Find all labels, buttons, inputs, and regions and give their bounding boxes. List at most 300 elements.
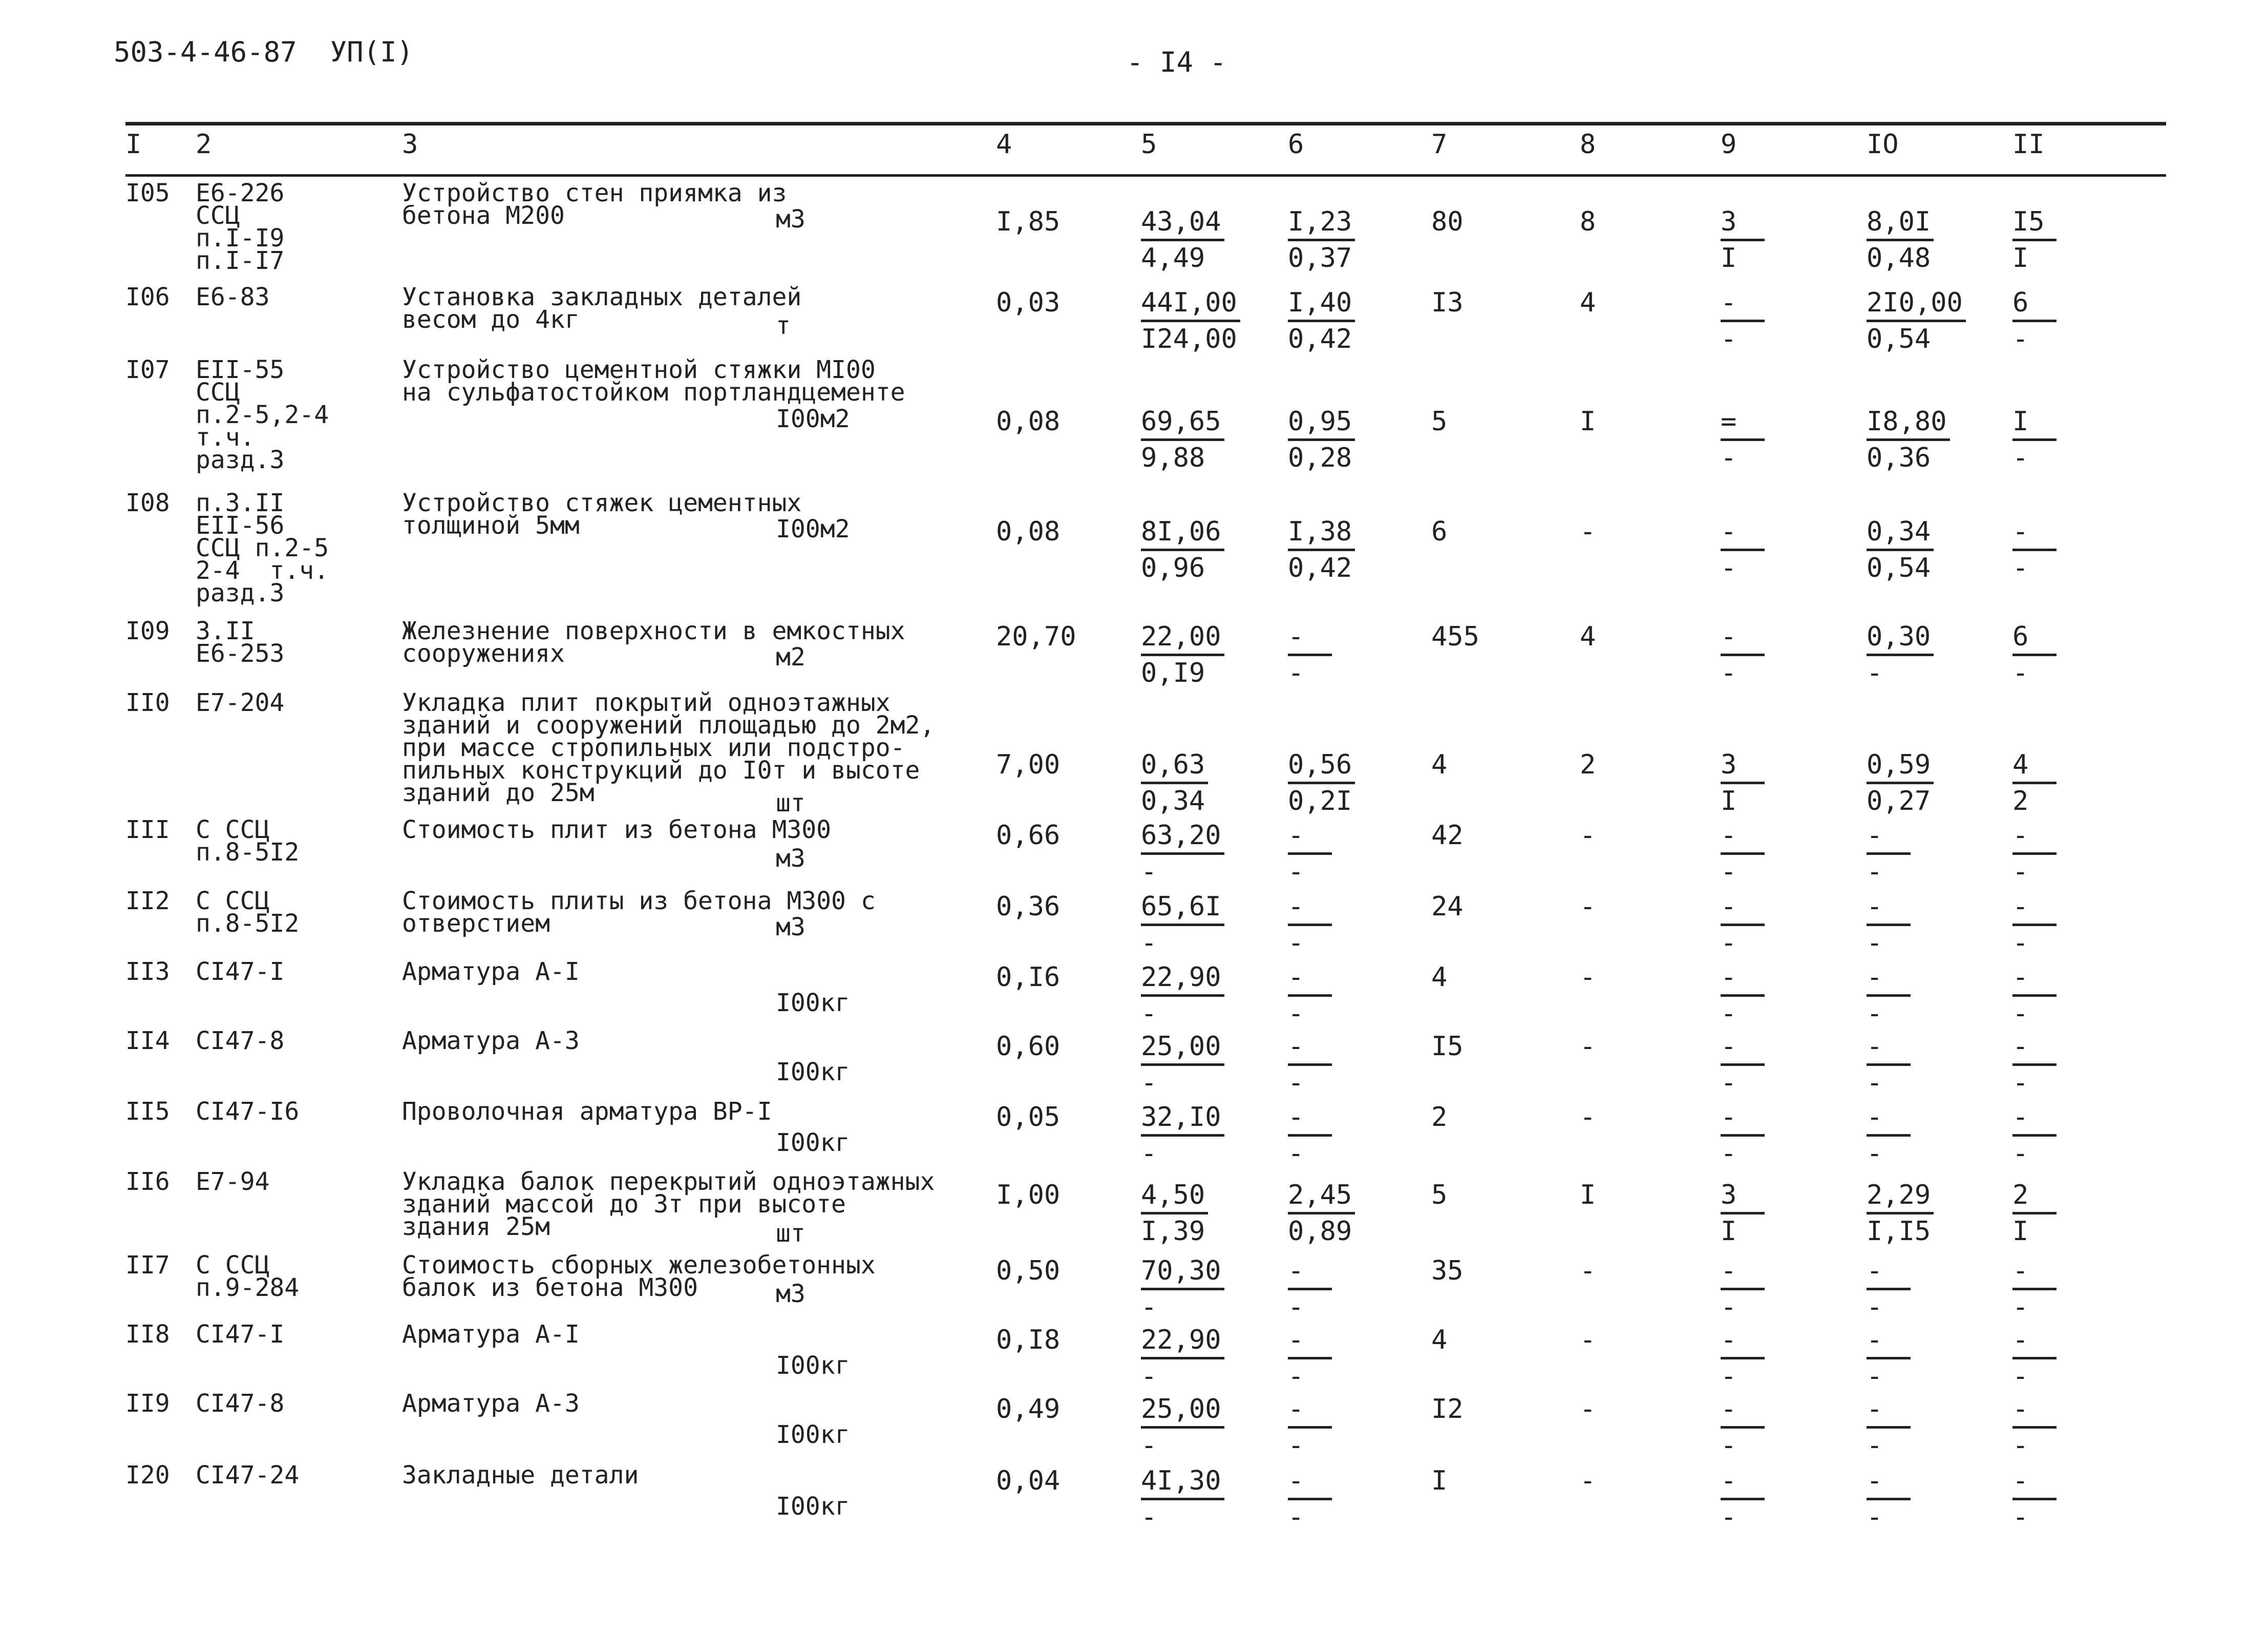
plain-value: I	[1580, 406, 1596, 437]
numerator: -	[2012, 1392, 2057, 1429]
plain-value: 6	[1431, 516, 1448, 547]
denominator: 9,88	[1141, 443, 1205, 473]
quantity: 7,00	[996, 749, 1061, 780]
fraction-value	[2012, 890, 2057, 960]
numerator: -	[1867, 819, 1911, 855]
denominator: -	[1141, 928, 1157, 958]
fraction-value	[1721, 1100, 1765, 1170]
work-description: Устройство стен приямка из бетона М200	[402, 179, 787, 230]
plain-value: -	[1580, 1031, 1596, 1062]
plain-value: 80	[1431, 206, 1464, 237]
plain-value: -	[1580, 1325, 1596, 1355]
denominator: -	[1867, 1138, 1883, 1169]
denominator: 0,54	[1867, 553, 1931, 583]
numerator: -	[2012, 819, 2057, 855]
denominator: 2	[2012, 786, 2029, 816]
denominator: -	[1141, 1138, 1157, 1169]
fraction-value	[1288, 890, 1332, 960]
row-number: II5	[125, 1097, 170, 1126]
quantity: 0,49	[996, 1394, 1061, 1424]
denominator: -	[1141, 1430, 1157, 1461]
fraction-value	[1141, 1392, 1224, 1462]
denominator: 4,49	[1141, 243, 1205, 274]
plain-value: 2	[1580, 749, 1596, 780]
denominator: 0,2I	[1288, 786, 1352, 816]
numerator: 65,6I	[1141, 890, 1224, 926]
unit-of-measure: I00кг	[776, 1351, 850, 1380]
norm-code: EII-55 ССЦ п.2-5,2-4 т.ч. разд.3	[196, 355, 329, 474]
fraction-value	[1288, 748, 1355, 818]
denominator: -	[1721, 443, 1737, 473]
unit-of-measure: м3	[776, 205, 806, 234]
denominator: -	[1721, 998, 1737, 1029]
numerator: 3	[1721, 205, 1765, 241]
unit-of-measure: I00кг	[776, 1492, 850, 1521]
fraction-value	[1721, 1254, 1765, 1324]
norm-code: СI47-I6	[196, 1097, 300, 1126]
fraction-value	[1288, 1178, 1355, 1248]
column-header: 8	[1580, 129, 1596, 160]
fraction-value	[1867, 1323, 1911, 1393]
denominator: -	[1721, 1067, 1737, 1098]
quantity: 0,I6	[996, 962, 1061, 993]
fraction-value	[1141, 1178, 1208, 1248]
numerator: -	[1721, 1030, 1765, 1066]
numerator: -	[1288, 1100, 1332, 1137]
denominator: -	[1721, 1292, 1737, 1323]
quantity: 0,I8	[996, 1325, 1061, 1355]
fraction-value	[1867, 1178, 1934, 1248]
denominator: 0,54	[1867, 324, 1931, 354]
numerator: 44I,00	[1141, 286, 1240, 322]
numerator: -	[1721, 515, 1765, 551]
numerator: -	[2012, 1254, 2057, 1290]
fraction-value	[1721, 960, 1765, 1031]
denominator: -	[1721, 1138, 1737, 1169]
denominator: -	[2012, 1067, 2029, 1098]
plain-value: -	[1580, 1255, 1596, 1286]
numerator: -	[1288, 1323, 1332, 1359]
numerator: -	[1721, 620, 1765, 656]
quantity: 0,05	[996, 1102, 1061, 1133]
denominator: -	[1721, 324, 1737, 354]
column-header: 5	[1141, 129, 1157, 160]
denominator: -	[1288, 1067, 1304, 1098]
row-number: II2	[125, 887, 170, 915]
fraction-value	[1867, 1100, 1911, 1170]
denominator: I	[2012, 243, 2029, 274]
quantity: 20,70	[996, 621, 1076, 652]
denominator: I24,00	[1141, 324, 1237, 354]
denominator: I	[1721, 243, 1737, 274]
denominator: -	[1141, 1292, 1157, 1323]
fraction-value	[1141, 1030, 1224, 1100]
denominator: -	[1867, 1361, 1883, 1392]
numerator: I5	[2012, 205, 2057, 241]
row-number: II6	[125, 1167, 170, 1196]
fraction-value	[1288, 1323, 1332, 1393]
fraction-value	[1721, 1392, 1765, 1462]
denominator: -	[1867, 856, 1883, 887]
fraction-value	[1867, 286, 1966, 356]
plain-value: I2	[1431, 1394, 1464, 1424]
numerator: 63,20	[1141, 819, 1224, 855]
numerator: -	[1288, 1030, 1332, 1066]
norm-code: СI47-8	[196, 1027, 285, 1055]
fraction-value	[2012, 1254, 2057, 1324]
numerator: -	[1867, 1392, 1911, 1429]
denominator: -	[1288, 856, 1304, 887]
plain-value: -	[1580, 1102, 1596, 1133]
fraction-value	[2012, 1030, 2057, 1100]
fraction-value	[2012, 286, 2057, 356]
unit-of-measure: I00м2	[776, 405, 850, 433]
numerator: 6	[2012, 620, 2057, 656]
row-number: I05	[125, 179, 170, 207]
quantity: 0,60	[996, 1031, 1061, 1062]
table-header-rule	[125, 174, 2166, 177]
numerator: =	[1721, 405, 1765, 441]
numerator: 0,95	[1288, 405, 1355, 441]
plain-value: -	[1580, 1465, 1596, 1496]
numerator: I8,80	[1867, 405, 1950, 441]
work-description: Установка закладных деталей весом до 4кг	[402, 283, 802, 334]
numerator: 22,90	[1141, 960, 1224, 997]
numerator: -	[2012, 515, 2057, 551]
norm-code: СI47-24	[196, 1461, 300, 1490]
denominator: -	[2012, 1292, 2029, 1323]
numerator: 22,00	[1141, 620, 1224, 656]
fraction-value	[1288, 1464, 1332, 1534]
work-description: Арматура А-3	[402, 1027, 580, 1055]
numerator: 2I0,00	[1867, 286, 1966, 322]
plain-value: -	[1580, 962, 1596, 993]
fraction-value	[2012, 405, 2057, 475]
unit-of-measure: I00кг	[776, 1420, 850, 1449]
denominator: -	[1721, 553, 1737, 583]
unit-of-measure: шт	[776, 789, 806, 818]
numerator: 0,56	[1288, 748, 1355, 784]
work-description: Закладные детали	[402, 1461, 639, 1490]
denominator: -	[1141, 1067, 1157, 1098]
column-header: 6	[1288, 129, 1304, 160]
fraction-value	[1867, 890, 1911, 960]
fraction-value	[1721, 1030, 1765, 1100]
unit-of-measure: м3	[776, 913, 806, 941]
plain-value: I	[1580, 1180, 1596, 1210]
numerator: -	[1867, 1100, 1911, 1137]
fraction-value	[1288, 515, 1355, 585]
norm-code: E7-94	[196, 1167, 270, 1196]
norm-code: СI47-8	[196, 1389, 285, 1418]
denominator: -	[1141, 998, 1157, 1029]
numerator: 3	[1721, 748, 1765, 784]
denominator: -	[1288, 658, 1304, 688]
fraction-value	[1141, 960, 1224, 1031]
unit-of-measure: I00кг	[776, 1128, 850, 1157]
row-number: II9	[125, 1389, 170, 1418]
norm-code: E6-83	[196, 283, 270, 311]
fraction-value	[1867, 748, 1934, 818]
denominator: -	[2012, 856, 2029, 887]
quantity: I,00	[996, 1180, 1061, 1210]
fraction-value	[1721, 515, 1765, 585]
fraction-value	[1721, 286, 1765, 356]
numerator: I,40	[1288, 286, 1355, 322]
column-header: 7	[1431, 129, 1448, 160]
row-number: I20	[125, 1461, 170, 1490]
numerator: I,23	[1288, 205, 1355, 241]
numerator: I,38	[1288, 515, 1355, 551]
fraction-value	[2012, 819, 2057, 889]
fraction-value	[1867, 1392, 1911, 1462]
denominator: -	[1867, 658, 1883, 688]
denominator: -	[2012, 1138, 2029, 1169]
plain-value: 4	[1580, 287, 1596, 318]
norm-code: п.3.II EII-56 ССЦ п.2-5 2-4 т.ч. разд.3	[196, 489, 329, 607]
numerator: -	[1288, 819, 1332, 855]
quantity: 0,08	[996, 406, 1061, 437]
numerator: 4I,30	[1141, 1464, 1224, 1500]
fraction-value	[1288, 405, 1355, 475]
work-description: Стоимость сборных железобетонных балок из бетона М300	[402, 1251, 876, 1302]
plain-value: 5	[1431, 1180, 1448, 1210]
denominator: -	[1141, 1502, 1157, 1533]
work-description: Стоимость плит из бетона М300	[402, 815, 832, 844]
plain-value: I5	[1431, 1031, 1464, 1062]
fraction-value	[1288, 1254, 1332, 1324]
numerator: -	[2012, 960, 2057, 997]
fraction-value	[1141, 890, 1224, 960]
unit-of-measure: м3	[776, 1280, 806, 1308]
fraction-value	[2012, 1392, 2057, 1462]
page-number: - I4 -	[1127, 46, 1227, 78]
fraction-value	[1721, 819, 1765, 889]
row-number: II8	[125, 1320, 170, 1349]
unit-of-measure: I00м2	[776, 515, 850, 543]
fraction-value	[1867, 1254, 1911, 1324]
numerator: -	[2012, 890, 2057, 926]
plain-value: 455	[1431, 621, 1479, 652]
denominator: -	[1721, 1430, 1737, 1461]
numerator: -	[1867, 1254, 1911, 1290]
fraction-value	[1288, 819, 1332, 889]
row-number: II0	[125, 688, 170, 717]
work-description: Укладка плит покрытий одноэтажных зданий и сооружений площадью до 2м2, при массе стропильных или подстро- пильных конструкций до I0т и высоте зданий до 25м	[402, 688, 935, 807]
fraction-value	[1867, 620, 1934, 690]
row-number: II7	[125, 1251, 170, 1280]
document-code: 503-4-46-87 УП(I)	[114, 36, 414, 68]
denominator: -	[1867, 928, 1883, 958]
column-header: 9	[1721, 129, 1737, 160]
work-description: Укладка балок перекрытий одноэтажных зданий массой до 3т при высоте здания 25м	[402, 1167, 935, 1241]
fraction-value	[2012, 748, 2057, 818]
column-header: 2	[196, 129, 212, 160]
plain-value: 8	[1580, 206, 1596, 237]
denominator: -	[1141, 1361, 1157, 1392]
plain-value: 4	[1431, 962, 1448, 993]
numerator: -	[1721, 1464, 1765, 1500]
denominator: -	[1288, 1138, 1304, 1169]
numerator: -	[1721, 890, 1765, 926]
plain-value: I3	[1431, 287, 1464, 318]
denominator: 0,27	[1867, 786, 1931, 816]
denominator: 0,37	[1288, 243, 1352, 274]
norm-code: СI47-I	[196, 957, 285, 986]
numerator: -	[1721, 1254, 1765, 1290]
unit-of-measure: I00кг	[776, 989, 850, 1017]
column-header: II	[2012, 129, 2045, 160]
denominator: -	[1721, 928, 1737, 958]
plain-value: -	[1580, 1394, 1596, 1424]
numerator: 3	[1721, 1178, 1765, 1214]
denominator: -	[2012, 1361, 2029, 1392]
numerator: -	[2012, 1323, 2057, 1359]
work-description: Арматура А-I	[402, 1320, 580, 1349]
plain-value: -	[1580, 516, 1596, 547]
numerator: -	[1288, 1254, 1332, 1290]
numerator: -	[1721, 1392, 1765, 1429]
denominator: -	[2012, 324, 2029, 354]
denominator: -	[1867, 1430, 1883, 1461]
fraction-value	[1721, 1178, 1765, 1248]
plain-value: I	[1431, 1465, 1448, 1496]
norm-code: 3.II E6-253	[196, 617, 285, 668]
fraction-value	[1721, 1323, 1765, 1393]
quantity: 0,08	[996, 516, 1061, 547]
numerator: 69,65	[1141, 405, 1224, 441]
numerator: -	[1721, 286, 1765, 322]
fraction-value	[1721, 205, 1765, 275]
numerator: 25,00	[1141, 1392, 1224, 1429]
fraction-value	[1721, 890, 1765, 960]
denominator: -	[1721, 1502, 1737, 1533]
norm-code: СI47-I	[196, 1320, 285, 1349]
quantity: I,85	[996, 206, 1061, 237]
numerator: 8I,06	[1141, 515, 1224, 551]
quantity: 0,66	[996, 820, 1061, 851]
quantity: 0,03	[996, 287, 1061, 318]
norm-code: С ССЦ п.8-5I2	[196, 887, 300, 938]
numerator: -	[2012, 1464, 2057, 1500]
column-header: 4	[996, 129, 1012, 160]
denominator: -	[1288, 1361, 1304, 1392]
denominator: -	[2012, 1502, 2029, 1533]
fraction-value	[2012, 1178, 2057, 1248]
fraction-value	[1867, 1464, 1911, 1534]
unit-of-measure: м3	[776, 844, 806, 873]
row-number: I07	[125, 355, 170, 384]
denominator: 0,96	[1141, 553, 1205, 583]
plain-value: 5	[1431, 406, 1448, 437]
work-description: Арматура А-3	[402, 1389, 580, 1418]
numerator: -	[1288, 620, 1332, 656]
fraction-value	[2012, 1323, 2057, 1393]
denominator: -	[1867, 1502, 1883, 1533]
denominator: -	[1721, 1361, 1737, 1392]
denominator: -	[2012, 658, 2029, 688]
plain-value: 4	[1431, 1325, 1448, 1355]
plain-value: 4	[1580, 621, 1596, 652]
denominator: I,39	[1141, 1216, 1205, 1247]
fraction-value	[1867, 960, 1911, 1031]
numerator: -	[1867, 1030, 1911, 1066]
plain-value: 4	[1431, 749, 1448, 780]
numerator: -	[1288, 1392, 1332, 1429]
fraction-value	[1141, 620, 1224, 690]
fraction-value	[1288, 1392, 1332, 1462]
fraction-value	[1141, 205, 1224, 275]
denominator: -	[2012, 928, 2029, 958]
denominator: -	[1721, 856, 1737, 887]
norm-code: С ССЦ п.8-5I2	[196, 815, 300, 867]
denominator: -	[1141, 856, 1157, 887]
unit-of-measure: I00кг	[776, 1058, 850, 1086]
denominator: -	[1721, 658, 1737, 688]
numerator: -	[1867, 1464, 1911, 1500]
denominator: I	[1721, 1216, 1737, 1247]
work-description: Арматура А-I	[402, 957, 580, 986]
fraction-value	[1721, 748, 1765, 818]
denominator: 0,36	[1867, 443, 1931, 473]
fraction-value	[1288, 1030, 1332, 1100]
norm-code: E6-226 ССЦ п.I-I9 п.I-I7	[196, 179, 285, 275]
denominator: I	[2012, 1216, 2029, 1247]
numerator: -	[2012, 1100, 2057, 1137]
numerator: 43,04	[1141, 205, 1224, 241]
numerator: -	[1721, 1100, 1765, 1137]
numerator: -	[1288, 960, 1332, 997]
quantity: 0,50	[996, 1255, 1061, 1286]
denominator: -	[1288, 998, 1304, 1029]
numerator: 0,30	[1867, 620, 1934, 656]
fraction-value	[2012, 515, 2057, 585]
fraction-value	[1141, 1323, 1224, 1393]
numerator: 2	[2012, 1178, 2057, 1214]
norm-code: E7-204	[196, 688, 285, 717]
denominator: -	[2012, 443, 2029, 473]
fraction-value	[1721, 1464, 1765, 1534]
numerator: -	[1867, 960, 1911, 997]
numerator: 70,30	[1141, 1254, 1224, 1290]
unit-of-measure: м2	[776, 643, 806, 672]
denominator: 0,I9	[1141, 658, 1205, 688]
column-header: 3	[402, 129, 418, 160]
fraction-value	[1141, 1464, 1224, 1534]
numerator: -	[1288, 1464, 1332, 1500]
denominator: I	[1721, 786, 1737, 816]
fraction-value	[1288, 620, 1332, 690]
work-description: Устройство стяжек цементных толщиной 5мм	[402, 489, 802, 540]
fraction-value	[1141, 1100, 1224, 1170]
denominator: -	[1288, 928, 1304, 958]
numerator: 0,34	[1867, 515, 1934, 551]
denominator: -	[2012, 1430, 2029, 1461]
row-number: II3	[125, 957, 170, 986]
numerator: 8,0I	[1867, 205, 1934, 241]
numerator: -	[1721, 819, 1765, 855]
row-number: II4	[125, 1027, 170, 1055]
numerator: 4,50	[1141, 1178, 1208, 1214]
row-number: I06	[125, 283, 170, 311]
denominator: -	[1867, 998, 1883, 1029]
numerator: -	[1288, 890, 1332, 926]
denominator: 0,42	[1288, 553, 1352, 583]
fraction-value	[1288, 1100, 1332, 1170]
numerator: 22,90	[1141, 1323, 1224, 1359]
fraction-value	[1141, 748, 1208, 818]
plain-value: 24	[1431, 891, 1464, 922]
